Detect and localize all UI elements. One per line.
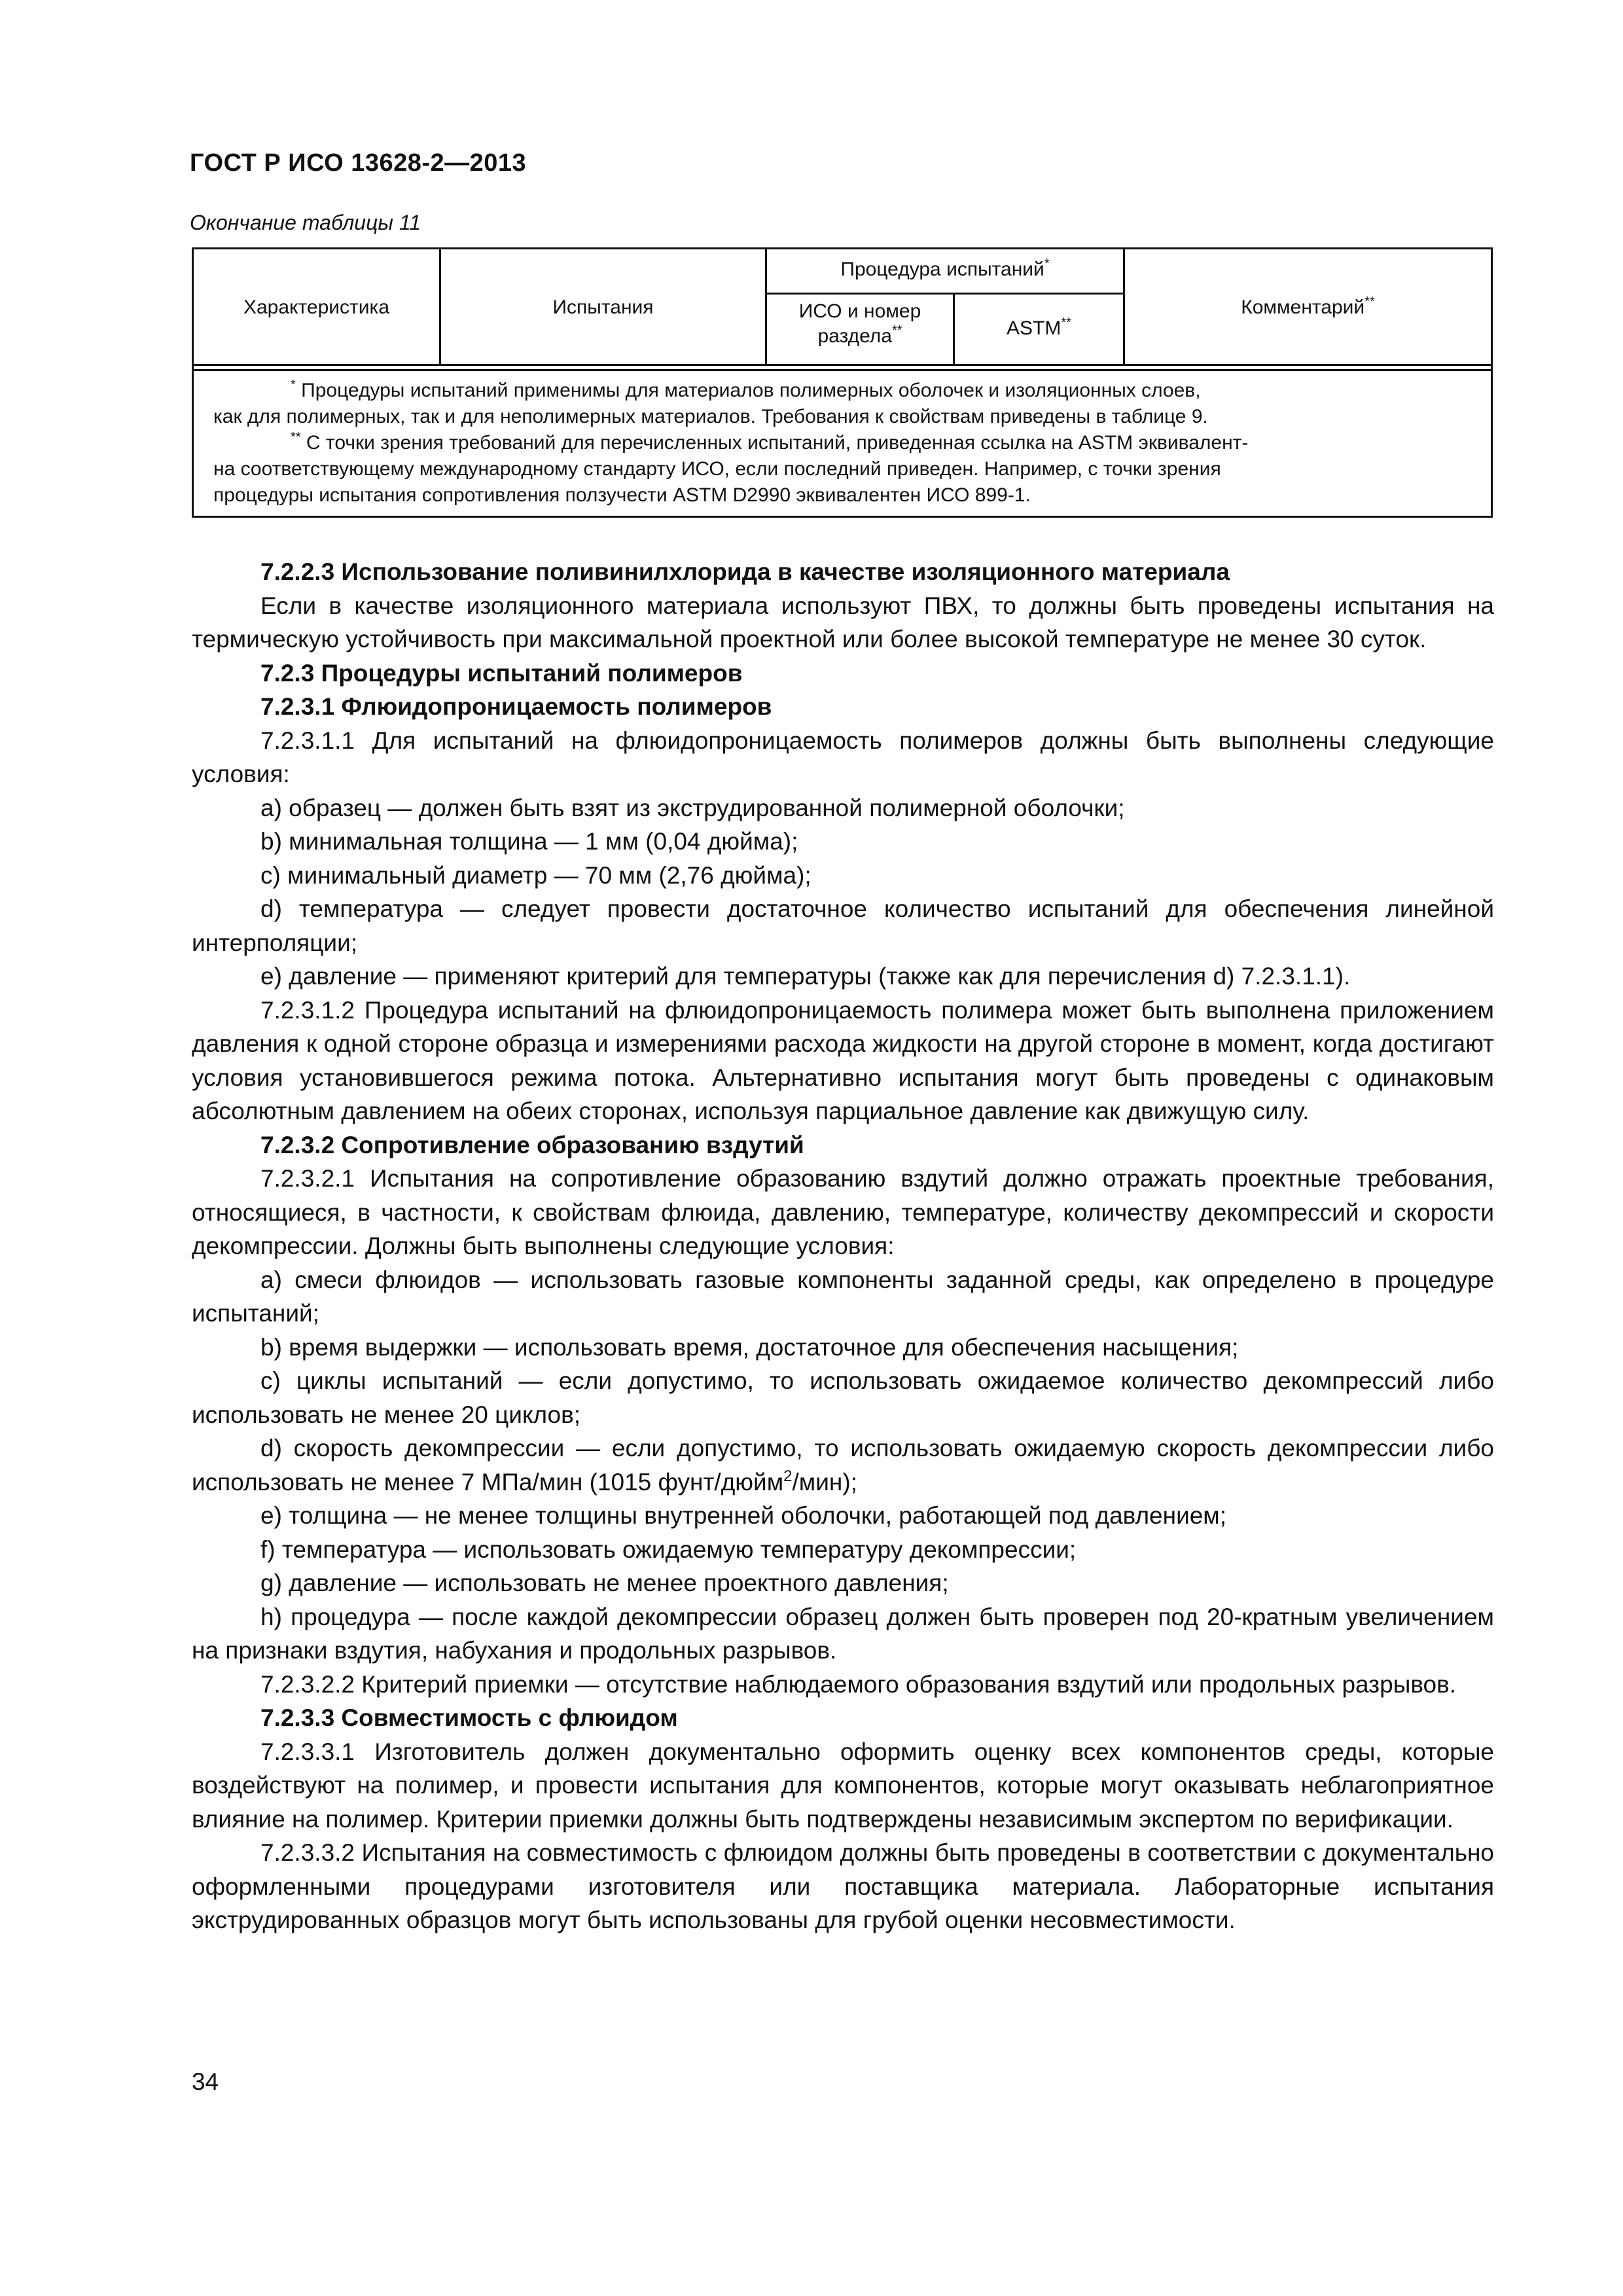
astm-label: ASTM	[1007, 317, 1061, 339]
footnote-2-line: на соответствующему международному стандарту ИСО, если последний приведен. Например, с точки зрения	[213, 458, 1221, 480]
footnote-2-line: процедуры испытания сопротивления ползучести ASTM D2990 эквивалентен ИСО 899-1.	[213, 484, 1031, 506]
footnote-text: С точки зрения требований для перечисленных испытаний, приведенная ссылка на ASTM эквивалент-	[306, 432, 1249, 454]
paragraph: Если в качестве изоляционного материала используют ПВХ, то должны быть проведены испытания на термическую устойчивость при максимальной проектной или более высокой температуре не менее 30 суток.	[192, 592, 1494, 653]
section-heading: 7.2.3 Процедуры испытаний полимеров	[260, 659, 743, 687]
list-item: g) давление — использовать не менее проектного давления;	[260, 1570, 949, 1596]
paragraph: 7.2.3.1.2 Процедура испытаний на флюидопроницаемость полимера может быть выполнена приложением давления к одной стороне образца и измерениями расхода жидкости на другой стороне в момент, когда достигают условия установившегося режима потока. Альтернативно испытания могут быть проведены с одинаковым абсолютным давлением на обеих сторонах, используя парциальное давление как движущую силу.	[192, 996, 1494, 1124]
paragraph: 7.2.3.2.1 Испытания на сопротивление образованию вздутий должно отражать проектные требования, относящиеся, в частности, к свойствам флюида, давлению, температуре, количеству декомпрессий и скорости декомпрессии. Должны быть выполнены следующие условия:	[192, 1165, 1494, 1259]
paragraph: 7.2.3.2.2 Критерий приемки — отсутствие наблюдаемого образования вздутий или продольных разрывов.	[260, 1670, 1457, 1698]
list-item	[192, 1431, 1494, 1499]
footnote-mark: **	[1061, 315, 1071, 330]
column-header-comment	[1125, 295, 1491, 320]
table-divider	[194, 369, 1491, 371]
paragraph: 7.2.3.1.1 Для испытаний на флюидопроницаемость полимеров должны быть выполнены следующие условия:	[192, 726, 1494, 787]
iso-label: ИСО и номер раздела	[798, 300, 921, 347]
column-header-characteristic: Характеристика	[243, 296, 390, 318]
list-item: h) процедура — после каждой декомпрессии образец должен быть проверен под 20-кратным увеличением на признаки вздутия, набухания и продольных разрывов.	[192, 1603, 1494, 1664]
list-item: a) образец — должен быть взят из экструдированной полимерной оболочки;	[260, 794, 1125, 821]
footnote-1-line: как для полимерных, так и для неполимерных материалов. Требования к свойствам приведены в таблице 9.	[213, 406, 1208, 427]
footnote-mark: **	[891, 323, 902, 338]
footnote-mark: *	[291, 378, 296, 392]
paragraph: 7.2.3.3.1 Изготовитель должен документально оформить оценку всех компонентов среды, которые воздействуют на полимер, и провести испытания для компонентов, которые могут оказывать неблагоприятное влияние на полимер. Критерии приемки должны быть подтверждены независимым экспертом по верификации.	[192, 1738, 1494, 1833]
list-item: f) температура — использовать ожидаемую температуру декомпрессии;	[260, 1535, 1077, 1563]
column-header-iso	[767, 299, 953, 349]
footnote-mark: **	[291, 430, 301, 444]
footnote-text: Процедуры испытаний применимы для материалов полимерных оболочек и изоляционных слоев,	[301, 380, 1201, 401]
list-item: a) смеси флюидов — использовать газовые компоненты заданной среды, как определено в процедуре испытаний;	[192, 1266, 1494, 1327]
comment-label: Комментарий	[1241, 296, 1365, 318]
list-item: b) минимальная толщина — 1 мм (0,04 дюйма);	[260, 828, 798, 855]
column-header-astm	[955, 316, 1123, 341]
paragraph: 7.2.3.3.2 Испытания на совместимость с флюидом должны быть проведены в соответствии с документально оформленными процедурами изготовителя или поставщика материала. Лабораторные испытания экструдированных образцов могут быть использованы для грубой оценки несовместимости.	[192, 1839, 1494, 1933]
document-body	[192, 555, 1494, 1937]
document-header: ГОСТ Р ИСО 13628-2—2013	[190, 149, 527, 177]
table-caption: Окончание таблицы 11	[190, 211, 421, 234]
list-item: c) минимальный диаметр — 70 мм (2,76 дюйма);	[260, 861, 812, 889]
footnote-mark: **	[1364, 295, 1375, 309]
table-footnotes	[213, 378, 1480, 509]
footnote-2-line	[213, 430, 1480, 456]
table-divider	[765, 293, 1125, 295]
section-heading: 7.2.3.1 Флюидопроницаемость полимеров	[260, 693, 772, 720]
section-heading: 7.2.3.3 Совместимость с флюидом	[260, 1704, 678, 1731]
page-number: 34	[192, 2068, 219, 2095]
list-item: e) толщина — не менее толщины внутренней оболочки, работающей под давлением;	[260, 1502, 1227, 1529]
list-item: c) циклы испытаний — если допустимо, то использовать ожидаемое количество декомпрессий либо использовать не менее 20 циклов;	[192, 1367, 1494, 1428]
list-item: e) давление — применяют критерий для температуры (также как для перечисления d) 7.2.3.1.1).	[260, 963, 1351, 990]
list-item-text: /мин);	[792, 1468, 857, 1496]
superscript: 2	[783, 1467, 793, 1485]
list-item-text: d) скорость декомпрессии — если допустимо, то использовать ожидаемую скорость декомпрессии либо использовать не менее 7 МПа/мин (1015 фунт/дюйм	[192, 1435, 1494, 1496]
column-header-tests: Испытания	[552, 296, 654, 318]
list-item: b) время выдержки — использовать время, достаточное для обеспечения насыщения;	[260, 1333, 1239, 1361]
footnote-1-line	[213, 378, 1480, 404]
table-11-end	[192, 247, 1493, 518]
column-header-procedure	[767, 257, 1123, 282]
procedure-label: Процедура испытаний	[840, 259, 1044, 280]
section-heading: 7.2.3.2 Сопротивление образованию вздутий	[260, 1131, 804, 1158]
section-heading: 7.2.2.3 Использование поливинилхлорида в качестве изоляционного материала	[260, 558, 1230, 585]
footnote-mark: *	[1044, 257, 1050, 271]
list-item: d) температура — следует провести достаточное количество испытаний для обеспечения линейной интерполяции;	[192, 895, 1494, 956]
table-divider	[194, 364, 1491, 366]
